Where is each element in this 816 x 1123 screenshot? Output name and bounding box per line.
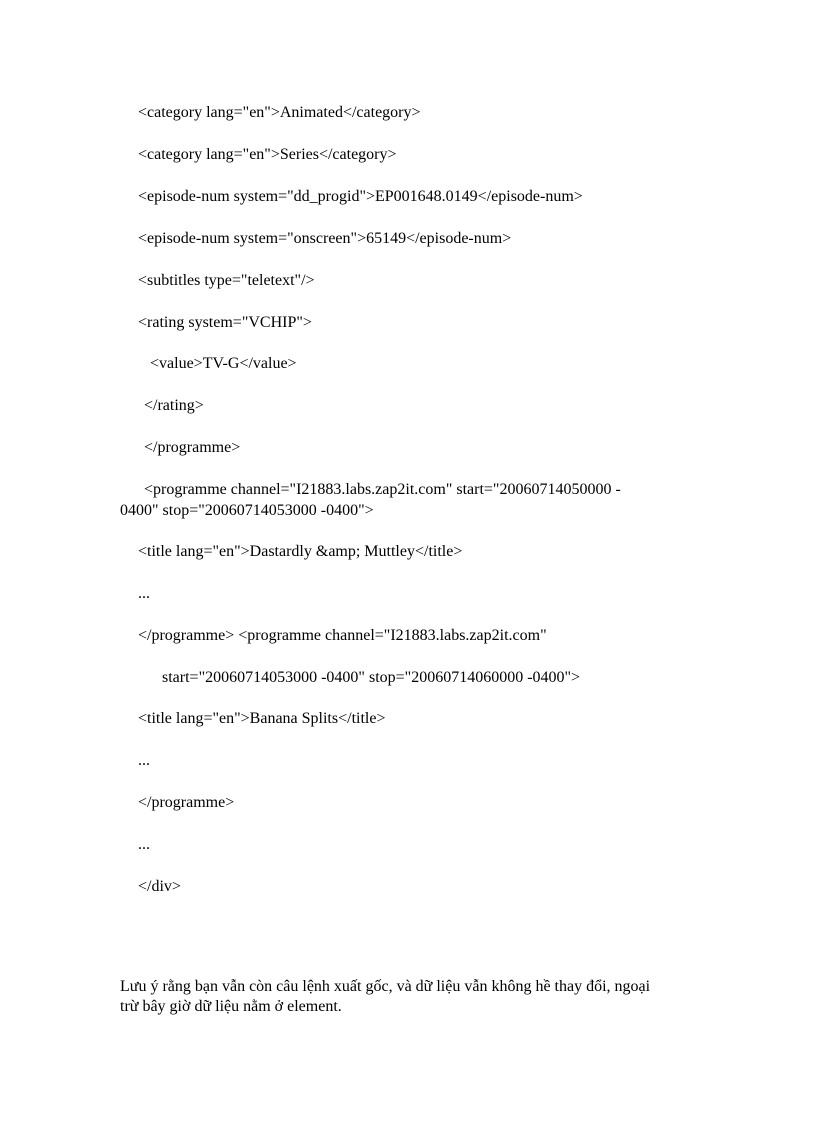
code-line: <category lang="en">Series</category>: [138, 146, 397, 163]
code-line: <rating system="VCHIP">: [138, 314, 312, 331]
code-line: </programme> <programme channel="I21883.labs.zap2it.com": [138, 627, 547, 644]
code-line: ...: [138, 836, 150, 853]
code-line: ...: [138, 752, 150, 769]
code-line: ...: [138, 585, 150, 602]
note-line-2: trừ bây giờ dữ liệu nằm ở element.: [120, 998, 342, 1015]
code-line: <episode-num system="onscreen">65149</episode-num>: [138, 230, 512, 247]
code-line: <value>TV-G</value>: [150, 355, 297, 372]
code-line: <title lang="en">Dastardly &amp; Muttley</title>: [138, 543, 463, 560]
note-paragraph: [120, 977, 720, 1017]
code-line: <episode-num system="dd_progid">EP001648.0149</episode-num>: [138, 188, 583, 205]
code-line: <category lang="en">Animated</category>: [138, 104, 421, 121]
code-line: </programme>: [138, 794, 235, 811]
code-line: <title lang="en">Banana Splits</title>: [138, 710, 386, 727]
code-line: </div>: [138, 878, 181, 895]
code-line: <programme channel="I21883.labs.zap2it.com" start="20060714050000 -: [144, 481, 621, 498]
code-line: start="20060714053000 -0400" stop="20060714060000 -0400">: [162, 669, 581, 686]
note-line-1: Lưu ý rằng bạn vẫn còn câu lệnh xuất gốc, và dữ liệu vẫn không hề thay đổi, ngoại: [120, 978, 651, 995]
code-line: 0400" stop="20060714053000 -0400">: [120, 502, 374, 519]
code-line: <subtitles type="teletext"/>: [138, 272, 315, 289]
code-line: </programme>: [144, 439, 241, 456]
code-line: </rating>: [144, 397, 204, 414]
